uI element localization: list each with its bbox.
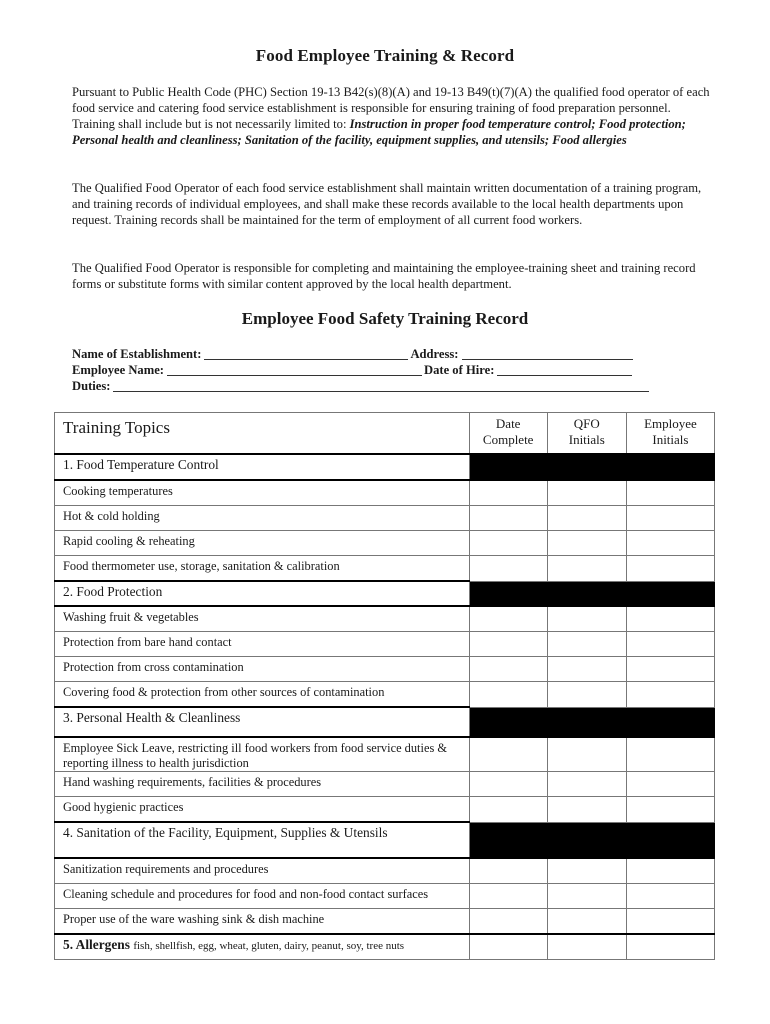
section-food-temperature: 1. Food Temperature Control <box>55 454 470 480</box>
qfo-cell[interactable] <box>547 772 626 797</box>
duties-field[interactable] <box>113 379 649 392</box>
employee-cell[interactable] <box>626 556 714 582</box>
date-cell[interactable] <box>469 632 547 657</box>
responsibility-paragraph: The Qualified Food Operator is responsible for completing and maintaining the employee-training sheet and training record forms or substitute forms with similar content approved by the local health department. <box>72 261 696 292</box>
employee-cell[interactable] <box>626 909 714 935</box>
table-row <box>55 606 715 632</box>
employee-cell[interactable] <box>626 606 714 632</box>
employee-cell[interactable] <box>626 657 714 682</box>
topic-ware-washing: Proper use of the ware washing sink & dish machine <box>55 909 470 935</box>
employee-name-field[interactable] <box>167 363 422 376</box>
employee-cell[interactable] <box>626 531 714 556</box>
topic-cooking-temperatures: Cooking temperatures <box>55 480 470 506</box>
topic-washing-produce: Washing fruit & vegetables <box>55 606 470 632</box>
date-cell[interactable] <box>469 506 547 531</box>
topic-thermometer: Food thermometer use, storage, sanitation & calibration <box>55 556 470 582</box>
table-row <box>55 682 715 708</box>
table-row <box>55 909 715 935</box>
date-cell[interactable] <box>469 682 547 708</box>
qfo-cell[interactable] <box>547 632 626 657</box>
table-row <box>55 531 715 556</box>
qfo-cell[interactable] <box>547 531 626 556</box>
employee-info-block <box>72 346 672 394</box>
employee-cell[interactable] <box>626 682 714 708</box>
allergens-heading: 5. Allergens <box>63 937 130 952</box>
date-cell[interactable] <box>469 909 547 935</box>
employee-name-label: Employee Name: <box>72 363 164 377</box>
section-shade <box>469 707 714 737</box>
date-cell[interactable] <box>469 657 547 682</box>
table-header-row <box>55 413 715 455</box>
section-row <box>55 822 715 858</box>
table-row <box>55 556 715 582</box>
allergens-list: fish, shellfish, egg, wheat, gluten, dairy, peanut, soy, tree nuts <box>133 940 405 952</box>
table-row <box>55 480 715 506</box>
topic-covering-food: Covering food & protection from other sources of contamination <box>55 682 470 708</box>
section-row <box>55 581 715 606</box>
hire-date-label: Date of Hire: <box>423 363 495 377</box>
table-row <box>55 772 715 797</box>
qfo-cell[interactable] <box>547 737 626 772</box>
date-cell[interactable] <box>469 606 547 632</box>
date-cell[interactable] <box>469 797 547 823</box>
table-row <box>55 884 715 909</box>
duties-label: Duties: <box>72 379 111 393</box>
employee-cell[interactable] <box>626 934 714 960</box>
date-cell[interactable] <box>469 858 547 884</box>
qfo-cell[interactable] <box>547 909 626 935</box>
employee-cell[interactable] <box>626 772 714 797</box>
qfo-cell[interactable] <box>547 606 626 632</box>
documentation-paragraph: The Qualified Food Operator of each food service establishment shall maintain written documentation of a training program, and training records of individual employees, and shall make these records available to the local health departments upon request. Training records shall be maintained for the term of employment of all current food workers. <box>72 181 702 228</box>
date-cell[interactable] <box>469 772 547 797</box>
document-title: Food Employee Training & Record <box>255 46 515 65</box>
section-sanitation: 4. Sanitation of the Facility, Equipment, Supplies & Utensils <box>55 822 470 858</box>
table-row <box>55 632 715 657</box>
employee-cell[interactable] <box>626 737 714 772</box>
qfo-cell[interactable] <box>547 858 626 884</box>
section-personal-health: 3. Personal Health & Cleanliness <box>55 707 470 737</box>
section-shade <box>469 454 714 480</box>
date-cell[interactable] <box>469 737 547 772</box>
record-subtitle: Employee Food Safety Training Record <box>241 309 529 328</box>
employee-cell[interactable] <box>626 858 714 884</box>
section-row <box>55 707 715 737</box>
date-cell[interactable] <box>469 531 547 556</box>
training-topics-heading: Training Topics <box>55 413 470 455</box>
section-row <box>55 454 715 480</box>
employee-cell[interactable] <box>626 632 714 657</box>
topic-sick-leave: Employee Sick Leave, restricting ill food workers from food service duties & reporting illness to health jurisdiction <box>55 737 470 772</box>
qfo-cell[interactable] <box>547 884 626 909</box>
qfo-cell[interactable] <box>547 682 626 708</box>
establishment-field[interactable] <box>204 347 408 360</box>
employee-cell[interactable] <box>626 506 714 531</box>
intro-topics-emphasis: Instruction in proper food temperature control; Food protection; Personal health and cleanliness; Sanitation of the facility, equipment supplies, and utensils; Food allergies <box>72 117 686 148</box>
section-shade <box>469 822 714 858</box>
table-row <box>55 506 715 531</box>
qfo-initials-header: QFO Initials <box>547 413 626 455</box>
qfo-cell[interactable] <box>547 934 626 960</box>
date-cell[interactable] <box>469 480 547 506</box>
section-food-protection: 2. Food Protection <box>55 581 470 606</box>
training-topics-table <box>54 412 715 960</box>
topic-cleaning-schedule: Cleaning schedule and procedures for food and non-food contact surfaces <box>55 884 470 909</box>
date-cell[interactable] <box>469 556 547 582</box>
intro-paragraph <box>72 84 712 148</box>
topic-hot-cold-holding: Hot & cold holding <box>55 506 470 531</box>
date-cell[interactable] <box>469 884 547 909</box>
topic-hand-washing: Hand washing requirements, facilities & procedures <box>55 772 470 797</box>
section-allergens <box>55 934 470 960</box>
qfo-cell[interactable] <box>547 506 626 531</box>
section-shade <box>469 581 714 606</box>
qfo-cell[interactable] <box>547 480 626 506</box>
table-row <box>55 858 715 884</box>
employee-cell[interactable] <box>626 884 714 909</box>
topic-rapid-cooling: Rapid cooling & reheating <box>55 531 470 556</box>
topic-hygienic-practices: Good hygienic practices <box>55 797 470 823</box>
date-complete-header: Date Complete <box>469 413 547 455</box>
table-row <box>55 797 715 823</box>
qfo-cell[interactable] <box>547 657 626 682</box>
hire-date-field[interactable] <box>497 363 632 376</box>
topic-cross-contamination: Protection from cross contamination <box>55 657 470 682</box>
employee-initials-header: Employee Initials <box>626 413 714 455</box>
topic-sanitization-requirements: Sanitization requirements and procedures <box>55 858 470 884</box>
qfo-cell[interactable] <box>547 556 626 582</box>
topic-bare-hand-contact: Protection from bare hand contact <box>55 632 470 657</box>
table-row <box>55 737 715 772</box>
intro-text: Pursuant to Public Health Code (PHC) Section 19-13 B42(s)(8)(A) and 19-13 B49(t)(7)(A) the qualified food operator of each food service and catering food service establishment is responsible for ensuring training of food preparation personnel. Training shall include but is not necessarily limited to: <box>72 85 710 132</box>
employee-cell[interactable] <box>626 480 714 506</box>
employee-cell[interactable] <box>626 797 714 823</box>
address-field[interactable] <box>462 347 633 360</box>
table-row <box>55 657 715 682</box>
address-label: Address: <box>410 347 459 361</box>
date-cell[interactable] <box>469 934 547 960</box>
allergen-row <box>55 934 715 960</box>
qfo-cell[interactable] <box>547 797 626 823</box>
establishment-label: Name of Establishment: <box>72 347 202 361</box>
